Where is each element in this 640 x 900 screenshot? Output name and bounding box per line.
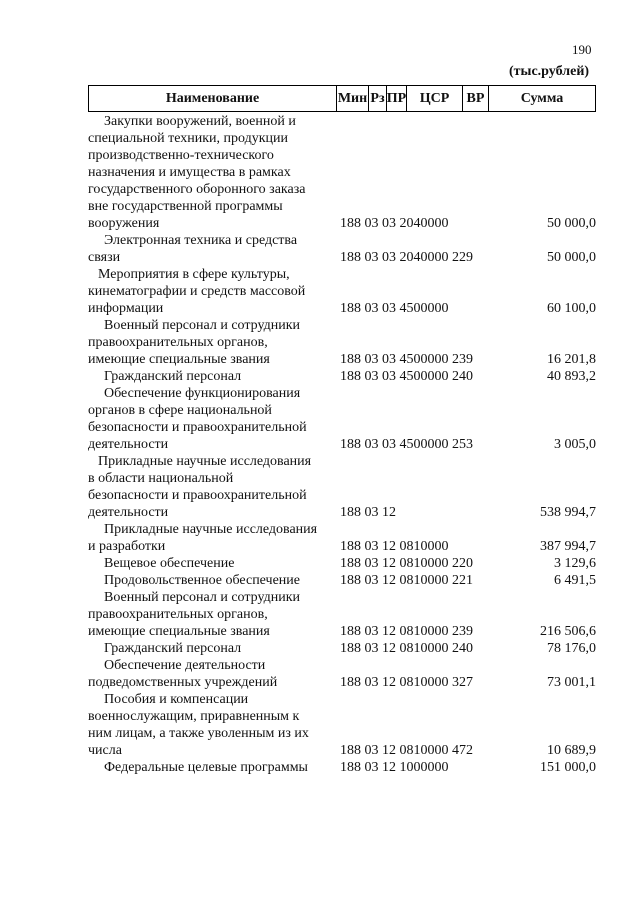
row-codes: 188 03 03 4500000 240 (340, 369, 473, 384)
row-codes: 188 03 03 2040000 (340, 216, 449, 231)
row-codes: 188 03 03 4500000 (340, 301, 449, 316)
row-sum: 538 994,7 (540, 505, 596, 520)
row-codes: 188 03 12 (340, 505, 396, 520)
row-name: Вещевое обеспечение (104, 556, 235, 571)
table-row (88, 589, 596, 640)
row-codes: 188 03 12 0810000 220 (340, 556, 473, 571)
table-row (88, 572, 596, 589)
table-row (88, 232, 596, 266)
table-row (88, 555, 596, 572)
row-codes: 188 03 12 0810000 327 (340, 675, 473, 690)
row-sum: 40 893,2 (547, 369, 596, 384)
row-sum: 10 689,9 (547, 743, 596, 758)
row-sum: 50 000,0 (547, 250, 596, 265)
row-name: Военный персонал и сотрудники правоохранительных органов, имеющие специальные звания (88, 590, 300, 639)
row-sum: 387 994,7 (540, 539, 596, 554)
row-sum: 60 100,0 (547, 301, 596, 316)
row-name: Закупки вооружений, военной и специальной техники, продукции производственно-технического назначения и имущества в рамках государственного оборонного заказа вне государственной программы вооружения (88, 114, 306, 231)
table-row (88, 113, 596, 232)
table-row (88, 266, 596, 317)
row-codes: 188 03 12 0810000 240 (340, 641, 473, 656)
row-sum: 3 129,6 (554, 556, 596, 571)
row-name: Прикладные научные исследования в области национальной безопасности и правоохранительной деятельности (88, 454, 312, 520)
row-sum: 216 506,6 (540, 624, 596, 639)
row-codes: 188 03 03 2040000 229 (340, 250, 473, 265)
header-pr: ПР (387, 86, 407, 111)
row-sum: 3 005,0 (554, 437, 596, 452)
table-row (88, 317, 596, 368)
row-name: Федеральные целевые программы (104, 760, 308, 775)
table-row (88, 691, 596, 759)
header-sum: Сумма (520, 90, 564, 106)
table-header (88, 85, 596, 112)
table-row (88, 640, 596, 657)
row-sum: 151 000,0 (540, 760, 596, 775)
header-vr: ВР (463, 86, 489, 111)
units-label: (тыс.рублей) (509, 64, 590, 79)
table-row (88, 453, 596, 521)
header-name: Наименование (89, 86, 337, 111)
row-name: Обеспечение деятельности подведомственных учреждений (88, 658, 278, 690)
row-name: Мероприятия в сфере культуры, кинематографии и средств массовой информации (88, 267, 306, 316)
row-name: Военный персонал и сотрудники правоохранительных органов, имеющие специальные звания (88, 318, 300, 367)
table-row (88, 759, 596, 776)
row-name: Прикладные научные исследования и разработки (88, 522, 318, 554)
table-row (88, 385, 596, 453)
row-codes: 188 03 12 0810000 239 (340, 624, 473, 639)
row-codes: 188 03 03 4500000 239 (340, 352, 473, 367)
row-sum: 16 201,8 (547, 352, 596, 367)
row-name: Продовольственное обеспечение (104, 573, 300, 588)
row-codes: 188 03 12 0810000 221 (340, 573, 473, 588)
table-body (88, 113, 596, 776)
row-sum: 78 176,0 (547, 641, 596, 656)
row-name: Гражданский персонал (104, 641, 242, 656)
row-codes: 188 03 03 4500000 253 (340, 437, 473, 452)
page-number: 190 (572, 42, 592, 57)
header-min: Мин (337, 86, 369, 111)
row-codes: 188 03 12 0810000 472 (340, 743, 473, 758)
row-name: Пособия и компенсации военнослужащим, приравненным к ним лицам, а также уволенным из их числа (88, 692, 309, 758)
table-row (88, 521, 596, 555)
row-name: Обеспечение функционирования органов в сфере национальной безопасности и правоохранительной деятельности (88, 386, 307, 452)
row-codes: 188 03 12 0810000 (340, 539, 449, 554)
row-name: Электронная техника и средства связи (88, 233, 298, 265)
table-row (88, 657, 596, 691)
row-name: Гражданский персонал (104, 369, 242, 384)
row-sum: 73 001,1 (547, 675, 596, 690)
table-row (88, 368, 596, 385)
row-sum: 50 000,0 (547, 216, 596, 231)
header-csr: ЦСР (407, 86, 463, 111)
row-sum: 6 491,5 (554, 573, 596, 588)
row-codes: 188 03 12 1000000 (340, 760, 449, 775)
header-rz: Рз (369, 86, 387, 111)
